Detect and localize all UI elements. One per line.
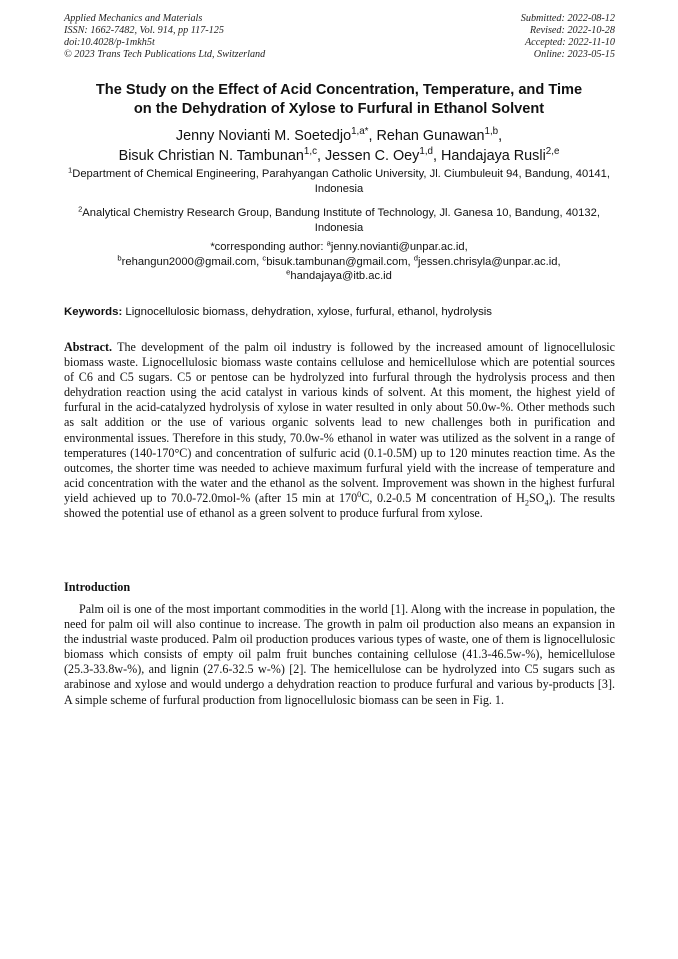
email-link[interactable]: jenny.novianti@unpar.ac.id [330,241,465,253]
keywords [64,305,616,319]
subscript: 2 [524,498,530,508]
affiliation-text: Department of Chemical Engineering, Parahyangan Catholic University, Jl. Ciumbuleuit 94, Bandung, 40141, Indonesia [72,168,610,195]
introduction-heading: Introduction [64,580,131,594]
author-affil-mark: 1,d [419,146,433,158]
corr-line-3 [60,269,618,284]
paper-title [40,81,638,119]
keywords-text: Lignocellulosic biomass, dehydration, xylose, furfural, ethanol, hydrolysis [125,306,492,318]
subscript: 4 [544,498,549,508]
author-affil-mark: 2,e [545,146,560,158]
journal-info [64,13,265,61]
abstract-text: SO [529,490,545,505]
affiliation-text: Analytical Chemistry Research Group, Bandung Institute of Technology, Jl. Ganesa 10, Bandung, 40132, Indonesia [82,207,600,234]
email-link[interactable]: handajaya@itb.ac.id [290,270,392,282]
online-date: Online: 2023-05-15 [533,49,615,60]
author-name: Bisuk Christian N. Tambunan [118,148,304,164]
corr-line-2 [60,252,618,270]
doi: doi:10.4028/p-1mkh5t [64,37,155,48]
issn: ISSN: 1662-7482, Vol. 914, pp 117-125 [64,25,224,36]
affiliation-mark: 1 [68,165,73,175]
revised-date: Revised: 2022-10-28 [529,25,615,36]
introduction-paragraph: Palm oil is one of the most important commodities in the world [1]. Along with the increase in population, the need for palm oil will also continue to increase. The growth in palm oil production also means an expansion in the industrial waste produced. Palm oil production produces various types of waste, one of them is lignocellulosic biomass which consists of empty oil palm fruit bunches containing cellulose (41.3-46.5w-%), hemicellulose (25.3-33.8w-%), and lignin (27.6-32.5 w-%) [2]. The hemicellulose can be hydrolyzed into C5 sugars such as arabinose and xylose and would undergo a dehydration reaction to produce furfural and various by-products [3]. A simple scheme of furfural production from lignocellulosic biomass can be seen in Fig. 1. [64,602,615,707]
abstract-text: ). The results showed the potential use of ethanol as a green solvent to produce furfural from xylose. [64,490,615,521]
author-separator: , [368,128,377,144]
author-name: Jessen C. Oey [324,148,420,164]
accepted-date: Accepted: 2022-11-10 [524,37,615,48]
author-name: Handajaya Rusli [440,148,546,164]
affiliation-2 [60,206,618,235]
affiliation-mark: 2 [78,204,83,214]
copyright: © 2023 Trans Tech Publications Ltd, Switzerland [64,49,266,60]
email-separator: , [407,255,414,268]
keywords-label: Keywords: [64,306,123,318]
email-mark: c [262,252,267,262]
author-name: Rehan Gunawan [376,128,485,144]
corr-line-1 [60,240,618,255]
email-link[interactable]: bisuk.tambunan@gmail.com [266,255,408,268]
abstract-text: The development of the palm oil industry is followed by the increased amount of lignocellulosic biomass waste. Lignocellulosic biomass waste contains cellulose and hemicellulose which are potential sources of C6 and C5 sugars. C5 or pentose can be hydrolyzed into furfural through the hydrolysis process and then dehydration reaction using the acid catalyst in various kinds of solvent. At this moment, the highest yield of furfural in the acid-catalyzed hydrolysis of xylose in water resulted in only about 50.0w-%. Other methods such as salt addition or the use of various organic solvents lead to new challenges both in purification and environmental issues. Therefore in this study, 70.0w-% ethanol in water was utilized as the solvent in a range of temperatures (140-170°C) and concentration of sulfuric acid (0.1-0.5M) up to 120 minutes reaction time. As the outcomes, the shorter time was needed to achieve maximum furfural yield with the increase of temperature and acid concentration with the water and the ethanol as the solvent. Improvement was shown in the highest furfural yield achieved up to 70.0-72.0mol-% (after 15 min at 170 [64,340,615,505]
email-link[interactable]: rehangun2000@gmail.com [121,255,257,268]
author-line-1 [40,126,638,146]
affiliation-1 [60,167,618,196]
abstract-label: Abstract. [64,340,113,354]
author-separator: , [316,148,325,164]
author-separator: , [498,128,503,144]
author-affil-mark: 1,b [484,126,499,138]
publication-dates [521,13,615,61]
author-name: Jenny Novianti M. Soetedjo [175,128,352,144]
author-line-2 [40,146,638,166]
journal-name: Applied Mechanics and Materials [64,13,203,24]
author-list [40,126,638,166]
title-line-1: The Study on the Effect of Acid Concentration, Temperature, and Time [95,82,583,98]
email-link[interactable]: jessen.chrisyla@unpar.ac.id [417,255,558,268]
email-separator: , [557,255,561,268]
author-separator: , [432,148,441,164]
corr-label: *corresponding author: [210,241,327,253]
degree-mark: 0 [357,489,362,499]
corresponding-author [60,240,618,284]
title-line-2: on the Dehydration of Xylose to Furfural in Ethanol Solvent [133,101,545,117]
email-separator: , [256,255,263,268]
abstract-text: C, 0.2-0.5 M concentration of H [361,490,525,505]
author-affil-mark: 1,c [303,146,317,158]
email-mark: e [286,267,291,277]
abstract [64,340,615,521]
email-mark: d [413,252,418,262]
email-separator: , [464,241,468,253]
author-affil-mark: 1,a* [351,126,369,138]
submitted-date: Submitted: 2022-08-12 [520,13,615,24]
email-mark: a [326,238,331,248]
email-mark: b [117,252,122,262]
